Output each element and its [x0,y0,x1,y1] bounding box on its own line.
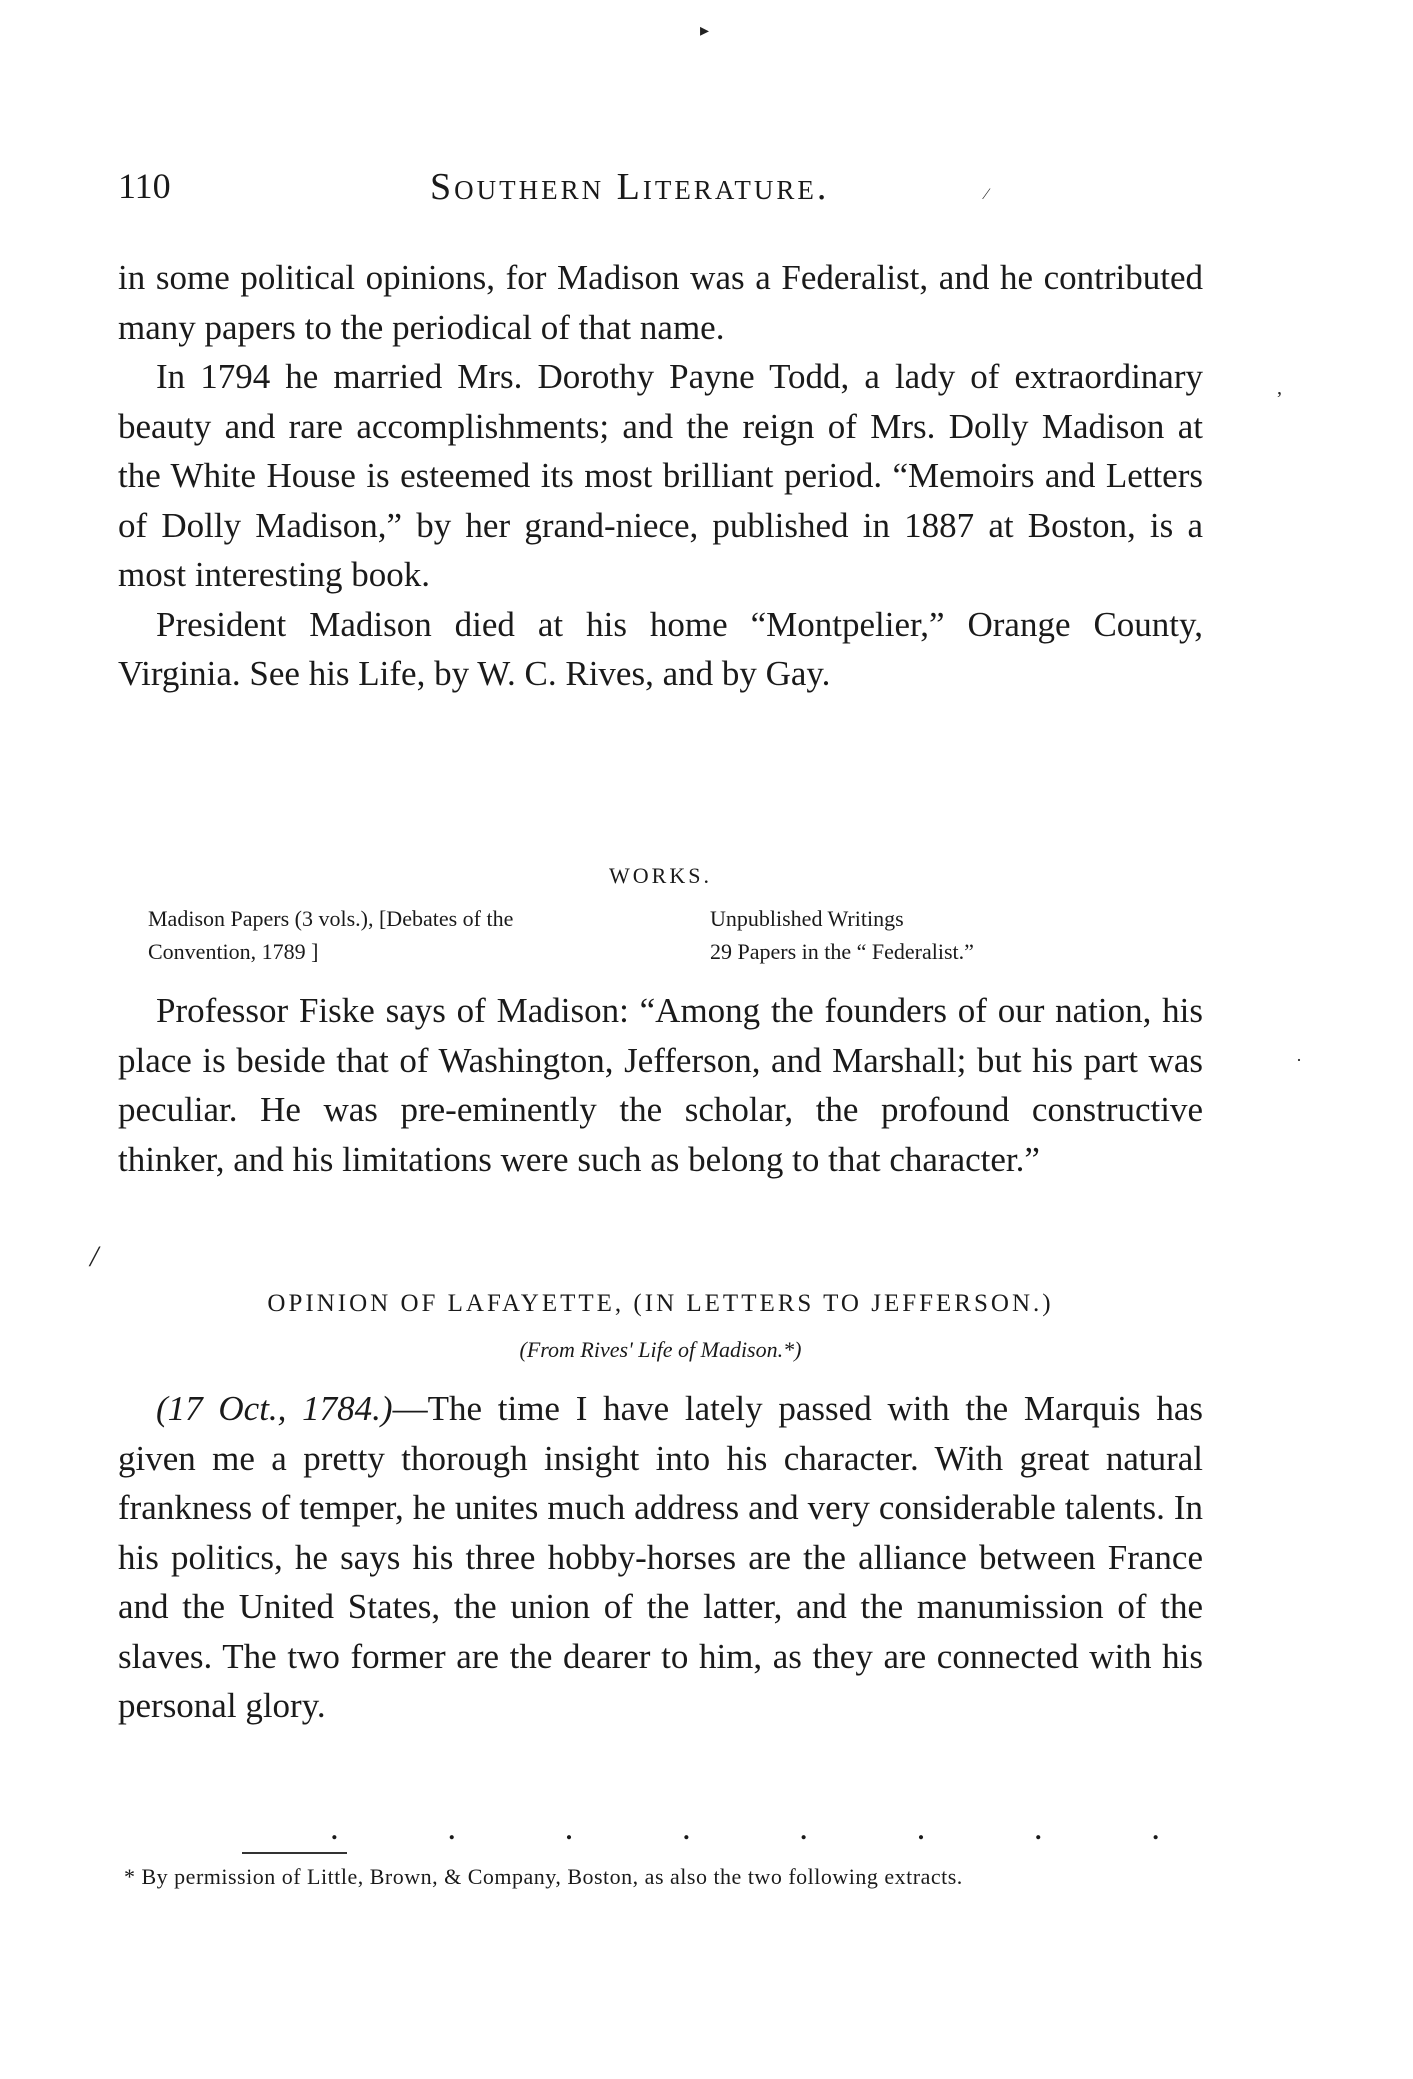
works-left-column [148,902,513,968]
paragraph-marriage: In 1794 he married Mrs. Dorothy Payne Todd, a lady of extraordinary beauty and rare accomplishments; and the reign of Mrs. Dolly Madison at the White House is esteemed its most brilliant period. “Memoirs and Letters of Dolly Madison,” by her grand-niece, published in 1887 at Boston, is a most interesting book. [118,357,1203,594]
works-item: Unpublished Writings [710,906,904,931]
works-item: 29 Papers in the “ Federalist.” [710,939,974,964]
letter-text [118,1384,1203,1731]
paragraph-fiske: Professor Fiske says of Madison: “Among the founders of our nation, his place is beside that of Washington, Jefferson, and Marshall; but his part was peculiar. He was pre-eminently the scholar, the profound constructive thinker, and his limitations were such as belong to that character.” [118,991,1203,1179]
footnote: * By permission of Little, Brown, & Company, Boston, as also the two following extracts. [124,1864,963,1889]
printer-mark: ▸ [700,20,710,40]
stray-mark: ⁄ [985,186,988,203]
paragraph-death: President Madison died at his home “Montpelier,” Orange County, Virginia. See his Life, by W. C. Rives, and by Gay. [118,604,1203,693]
works-heading: WORKS. [609,863,712,888]
fiske-text [118,986,1203,1184]
letter-date: (17 Oct., 1784.) [156,1389,393,1428]
paragraph-federalist: in some political opinions, for Madison was a Federalist, and he contributed many papers to the periodical of that name. [118,258,1203,347]
footnote-rule [242,1852,347,1854]
letter-body: —The time I have lately passed with the Marquis has given me a pretty thorough insight into his character. With great natural frankness of temper, he unites much address and very considerable talents. In his politics, he says his three hobby-horses are the alliance between France and the United States, the union of the latter, and the manumission of the slaves. The two former are the dearer to him, as they are connected with his personal glory. [118,1389,1203,1725]
intro-text [118,253,1203,699]
stray-mark: / [90,1240,99,1273]
section-source: (From Rives' Life of Madison.*) [519,1337,802,1362]
section-heading: OPINION OF LAFAYETTE, (IN LETTERS TO JEFFERSON.) [267,1290,1054,1317]
stray-mark: · [1296,1050,1302,1070]
stray-mark: ’ [1276,388,1283,410]
works-item: Convention, 1789 ] [148,939,319,964]
ellipsis-dots: . . . . . . . . [330,1808,1160,1847]
works-item: Madison Papers (3 vols.), [Debates of the [148,906,514,931]
page-number: 110 [118,166,171,206]
paragraph-letter [118,1384,1203,1731]
page-header [118,165,1203,215]
works-right-column [710,902,974,968]
running-title: Southern Literature. [430,166,830,208]
